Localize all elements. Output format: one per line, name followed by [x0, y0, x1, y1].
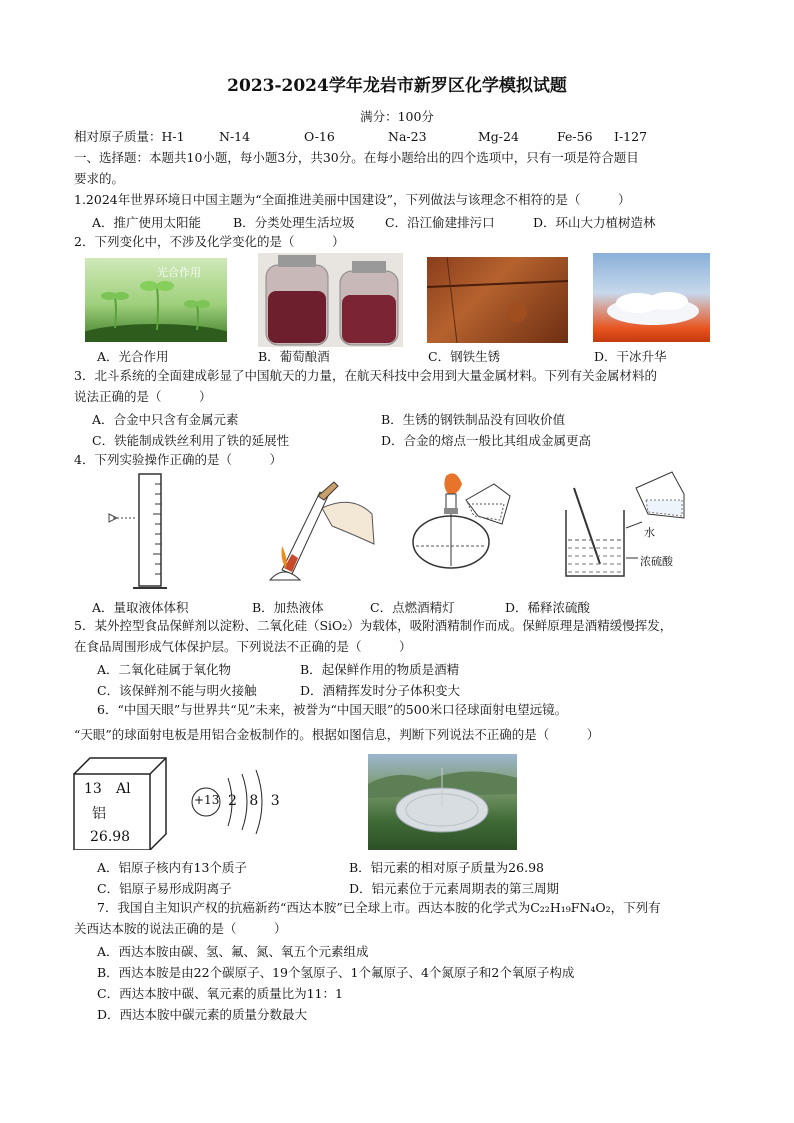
atomic-mass-o: O-16 [304, 129, 335, 144]
rust-icon [427, 257, 568, 343]
element-name: 铝 [92, 806, 106, 822]
q5-option-c[interactable]: C．该保鲜剂不能与明火接触 [97, 683, 257, 698]
wine-jars-photo [258, 253, 403, 347]
photosynthesis-caption: 光合作用 [157, 266, 201, 279]
q5-option-d[interactable]: D．酒精挥发时分子体积变大 [300, 683, 461, 698]
q7-stem-cont: 关西达本胺的说法正确的是（ ） [74, 921, 287, 936]
q7-option-a[interactable]: A．西达本胺由碳、氢、氟、氮、氧五个元素组成 [97, 944, 369, 959]
q6-stem: 6．“中国天眼”与世界共“见”未来，被誉为“中国天眼”的500米口径球面射电望远镜。 [97, 702, 568, 717]
q4-option-c[interactable]: C．点燃酒精灯 [370, 600, 455, 615]
q3-option-a[interactable]: A．合金中只含有金属元素 [92, 412, 239, 427]
element-number: 13 [84, 781, 102, 797]
q5-stem: 5．某外控型食品保鲜剂以淀粉、二氧化硅（SiO₂）为载体，吸附酒精制作而成。保鲜原理是酒精缓慢挥发， [74, 618, 673, 633]
q5-option-b[interactable]: B．起保鲜作用的物质是酒精 [300, 662, 460, 677]
q2-option-c[interactable]: C．钢铁生锈 [428, 349, 501, 364]
q6-option-b[interactable]: B．铝元素的相对原子质量为26.98 [349, 860, 544, 875]
q4-option-b[interactable]: B．加热液体 [252, 600, 324, 615]
element-symbol: Al [116, 781, 131, 797]
q6-option-a[interactable]: A．铝原子核内有13个质子 [97, 860, 247, 875]
atom-shells: 2 8 3 [228, 793, 284, 809]
label-concentrated-acid: 浓硫酸 [640, 555, 673, 568]
element-mass: 26.98 [90, 829, 131, 845]
q2-option-a[interactable]: A．光合作用 [97, 349, 169, 364]
q4-option-d[interactable]: D．稀释浓硫酸 [505, 600, 591, 615]
q6-option-c[interactable]: C．铝原子易形成阴离子 [97, 881, 232, 896]
fast-telescope-photo [368, 754, 517, 850]
dry-ice-cloud-icon [593, 253, 710, 342]
atomic-mass-fe: Fe-56 [557, 129, 593, 144]
q4-stem: 4．下列实验操作正确的是（ ） [74, 452, 282, 467]
dry-ice-photo [593, 253, 710, 342]
q3-option-b[interactable]: B．生锈的钢铁制品没有回收价值 [381, 412, 566, 427]
q2-option-b[interactable]: B．葡萄酿酒 [258, 349, 330, 364]
q6-option-d[interactable]: D．铝元素位于元素周期表的第三周期 [349, 881, 560, 896]
full-score: 满分：100分 [360, 109, 434, 124]
page-title: 2023-2024学年龙岩市新罗区化学模拟试题 [227, 76, 567, 96]
q1-stem: 1.2024年世界环境日中国主题为“全面推进美丽中国建设”，下列做法与该理念不相符的是（ ） [74, 192, 631, 207]
rusty-steel-photo [427, 257, 568, 343]
q7-option-d[interactable]: D．西达本胺中碳元素的质量分数最大 [97, 1007, 308, 1022]
q3-stem: 3．北斗系统的全面建成彰显了中国航天的力量，在航天科技中会用到大量金属材料。下列有关金属材料的 [74, 368, 657, 383]
graduated-cylinder-icon [103, 468, 173, 598]
photosynthesis-photo [85, 258, 227, 342]
atomic-mass-mg: Mg-24 [478, 129, 519, 144]
lighting-alcohol-lamp-icon [406, 470, 516, 582]
section1-instructions: 一、选择题：本题共10小题，每小题3分，共30分。在每小题给出的四个选项中，只有一项是符合题目 [74, 150, 639, 165]
section1-instructions-cont: 要求的。 [74, 171, 125, 186]
q7-option-b[interactable]: B．西达本胺是由22个碳原子、19个氢原子、1个氟原子、4个氮原子和2个氧原子构成 [97, 965, 575, 980]
q4-option-a[interactable]: A．量取液体体积 [92, 600, 189, 615]
jar-icon [258, 253, 403, 347]
q3-option-c[interactable]: C．铁能制成铁丝利用了铁的延展性 [92, 433, 290, 448]
q1-option-b[interactable]: B．分类处理生活垃圾 [233, 215, 355, 230]
telescope-dish-icon [368, 754, 517, 850]
heating-liquid-icon [262, 474, 380, 584]
q5-option-a[interactable]: A．二氧化硅属于氧化物 [97, 662, 232, 677]
q3-option-d[interactable]: D．合金的熔点一般比其组成金属更高 [381, 433, 592, 448]
atomic-mass-n: N-14 [219, 129, 251, 144]
q1-option-c[interactable]: C．沿江偷建排污口 [385, 215, 495, 230]
atomic-mass-i: I-127 [614, 129, 648, 144]
q2-stem: 2．下列变化中，不涉及化学变化的是（ ） [74, 234, 345, 249]
q5-stem-cont: 在食品周围形成气体保护层。下列说法不正确的是（ ） [74, 639, 412, 654]
q7-option-c[interactable]: C．西达本胺中碳、氧元素的质量比为11：1 [97, 986, 343, 1001]
atomic-mass-na: Na-23 [388, 129, 427, 144]
label-water: 水 [644, 526, 655, 539]
q1-option-d[interactable]: D．环山大力植树造林 [533, 215, 656, 230]
atomic-mass-label: 相对原子质量：H-1 [74, 129, 185, 144]
q2-option-d[interactable]: D．干冰升华 [594, 349, 667, 364]
atom-nucleus: +13 [194, 793, 220, 807]
q7-stem: 7．我国自主知识产权的抗癌新药“西达本胺”已全球上市。西达本胺的化学式为C₂₂H₁₉FN₄O₂，下列有 [97, 900, 661, 915]
q1-option-a[interactable]: A．推广使用太阳能 [92, 215, 202, 230]
seedlings-icon [85, 258, 227, 342]
q3-stem-cont: 说法正确的是（ ） [74, 389, 212, 404]
q6-stem-cont: “天眼”的球面射电板是用铝合金板制作的。根据如图信息，判断下列说法不正确的是（ ） [74, 727, 600, 742]
